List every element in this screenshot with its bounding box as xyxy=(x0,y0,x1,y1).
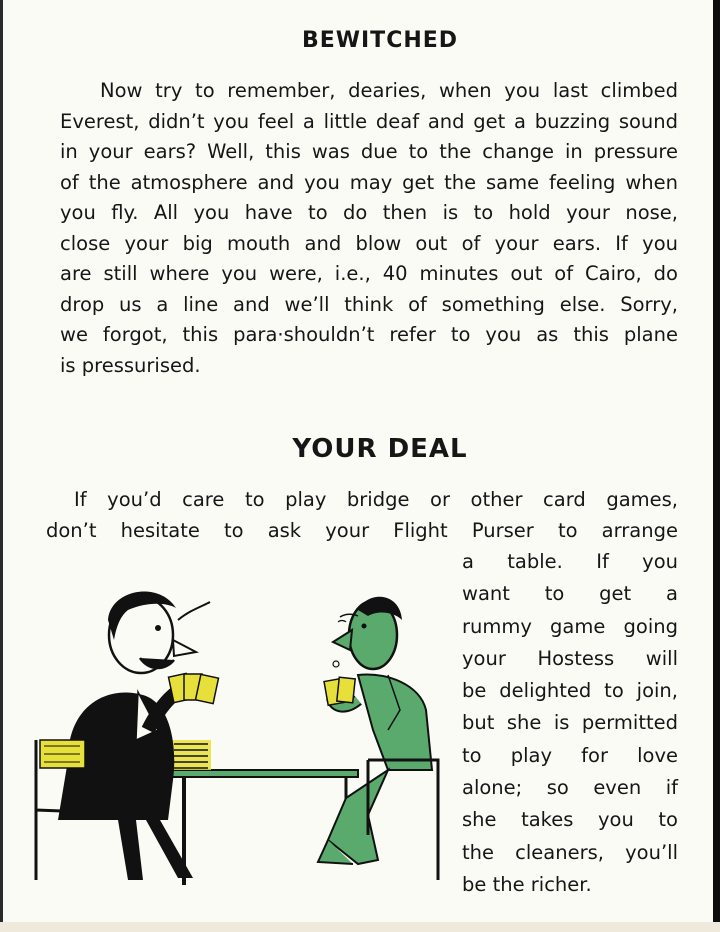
section-title-your-deal: YOUR DEAL xyxy=(292,434,468,464)
paragraph-line: alone; so even if xyxy=(462,776,678,800)
gleeful-card-player xyxy=(36,591,219,880)
paragraph-line: Everest, didn’t you feel a little deaf and get a buzzing sound xyxy=(60,109,678,133)
playing-cards-right xyxy=(324,677,355,705)
anxious-card-player xyxy=(318,597,438,880)
paragraph-line: drop us a line and we’ll think of something else. Sorry, xyxy=(60,292,678,316)
paragraph-line: want to get a xyxy=(462,582,678,606)
paragraph-line: the cleaners, you’ll xyxy=(462,840,678,864)
page-right-edge xyxy=(713,0,720,932)
paragraph-line: of the atmosphere and you may get the same feeling when xyxy=(60,170,678,194)
paragraph-line: close your big mouth and blow out of your ears. If you xyxy=(60,231,678,255)
paragraph-line: you fly. All you have to do then is to hold your nose, xyxy=(60,201,678,224)
playing-cards-left xyxy=(168,673,218,703)
paragraph-line: but she is permitted xyxy=(462,711,678,735)
paragraph-line: your Hostess will xyxy=(462,646,678,670)
paragraph-line: don’t hesitate to ask your Flight Purser to arrange xyxy=(46,518,678,542)
paragraph-line: If you’d care to play bridge or other card games, xyxy=(74,488,678,511)
card-players-illustration xyxy=(28,580,448,890)
your-deal-paragraph-column xyxy=(462,546,678,901)
coin-stack xyxy=(171,740,211,770)
paragraph-line: rummy game going xyxy=(462,614,678,638)
paragraph-line: be delighted to join, xyxy=(462,679,678,703)
paragraph-line: is pressurised. xyxy=(60,353,201,377)
card-table xyxy=(168,770,358,885)
paragraph-line: Now try to remember, dearies, when you last climbed xyxy=(100,79,678,102)
page-left-edge xyxy=(0,0,3,932)
paragraph-line: in your ears? Well, this was due to the change in pressure xyxy=(60,140,678,163)
paragraph-line: be the richer. xyxy=(462,872,592,896)
paragraph-line: we forgot, this para·shouldn’t refer to you as this plane xyxy=(60,323,678,346)
your-deal-paragraph-top xyxy=(46,485,678,546)
paragraph-line: she takes you to xyxy=(462,808,678,832)
paragraph-line: a table. If you xyxy=(462,550,678,573)
paragraph-line: to play for love xyxy=(462,743,678,767)
cards-on-side-table xyxy=(40,740,85,768)
section-title-bewitched: BEWITCHED xyxy=(301,28,459,53)
bewitched-paragraph xyxy=(60,76,678,381)
page-bottom-edge xyxy=(0,922,720,932)
paragraph-line: are still where you were, i.e., 40 minutes out of Cairo, do xyxy=(60,262,678,285)
